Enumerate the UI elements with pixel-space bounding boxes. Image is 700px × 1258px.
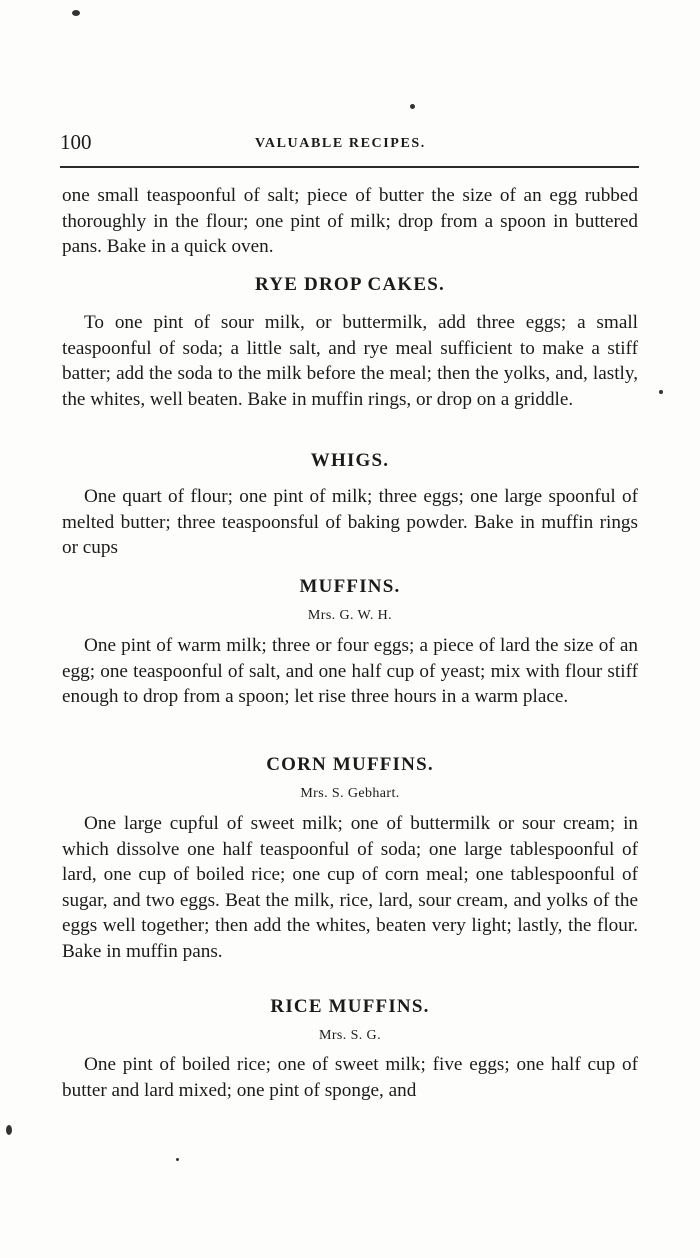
recipe-title-muffins: MUFFINS. <box>299 576 401 597</box>
continuation-paragraph: one small teaspoonful of salt; piece of butter the size of an egg rubbed thoroughly in the flour; one pint of milk; drop from a spoon in buttered pans. Bake in a quick oven. <box>62 185 638 257</box>
recipe-body-rye-drop-cakes: To one pint of sour milk, or buttermilk, add three eggs; a small teaspoonful of soda; a little salt, and rye meal sufficient to make a stiff batter; add the soda to the milk before the meal; then the yolks, and, lastly, the whites, well beaten. Bake in muffin rings, or drop on a griddle. <box>62 312 638 410</box>
recipe-body-muffins: One pint of warm milk; three or four eggs; a piece of lard the size of an egg; one teaspoonful of salt, and one half cup of yeast; mix with flour stiff enough to drop from a spoon; let rise three hours in a warm place. <box>62 635 638 707</box>
ink-speck <box>659 390 663 394</box>
recipe-author-muffins: Mrs. G. W. H. <box>307 608 393 623</box>
ink-speck <box>176 1158 179 1161</box>
ink-speck <box>410 104 415 109</box>
recipe-body-rice-muffins: One pint of boiled rice; one of sweet milk; five eggs; one half cup of butter and lard mixed; one pint of sponge, and <box>62 1054 638 1101</box>
page-number: 100 <box>60 130 92 154</box>
recipe-title-rye-drop-cakes: RYE DROP CAKES. <box>255 274 445 295</box>
recipe-author-rice-muffins: Mrs. S. G. <box>319 1028 381 1043</box>
recipe-body-corn-muffins: One large cupful of sweet milk; one of buttermilk or sour cream; in which dissolve one half teaspoonful of soda; one large tablespoonful of lard, one cup of boiled rice; one cup of corn meal; one tablespoonful of sugar, and two eggs. Beat the milk, rice, lard, sour cream, and yolks of the eggs well together; then add the whites, beaten very light; lastly, the flour. Bake in muffin pans. <box>62 813 638 962</box>
header-rule <box>60 166 639 168</box>
recipe-body-whigs: One quart of flour; one pint of milk; three eggs; one large spoonful of melted butter; three teaspoonsful of baking powder. Bake in muffin rings or cups <box>62 486 638 558</box>
recipe-title-rice-muffins: RICE MUFFINS. <box>270 996 430 1017</box>
ink-speck <box>72 10 80 16</box>
recipe-title-whigs: WHIGS. <box>310 450 390 471</box>
running-title: VALUABLE RECIPES. <box>255 136 426 151</box>
recipe-title-corn-muffins: CORN MUFFINS. <box>266 754 434 775</box>
running-head <box>60 130 640 160</box>
recipe-author-corn-muffins: Mrs. S. Gebhart. <box>300 786 400 801</box>
ink-speck <box>6 1125 12 1135</box>
